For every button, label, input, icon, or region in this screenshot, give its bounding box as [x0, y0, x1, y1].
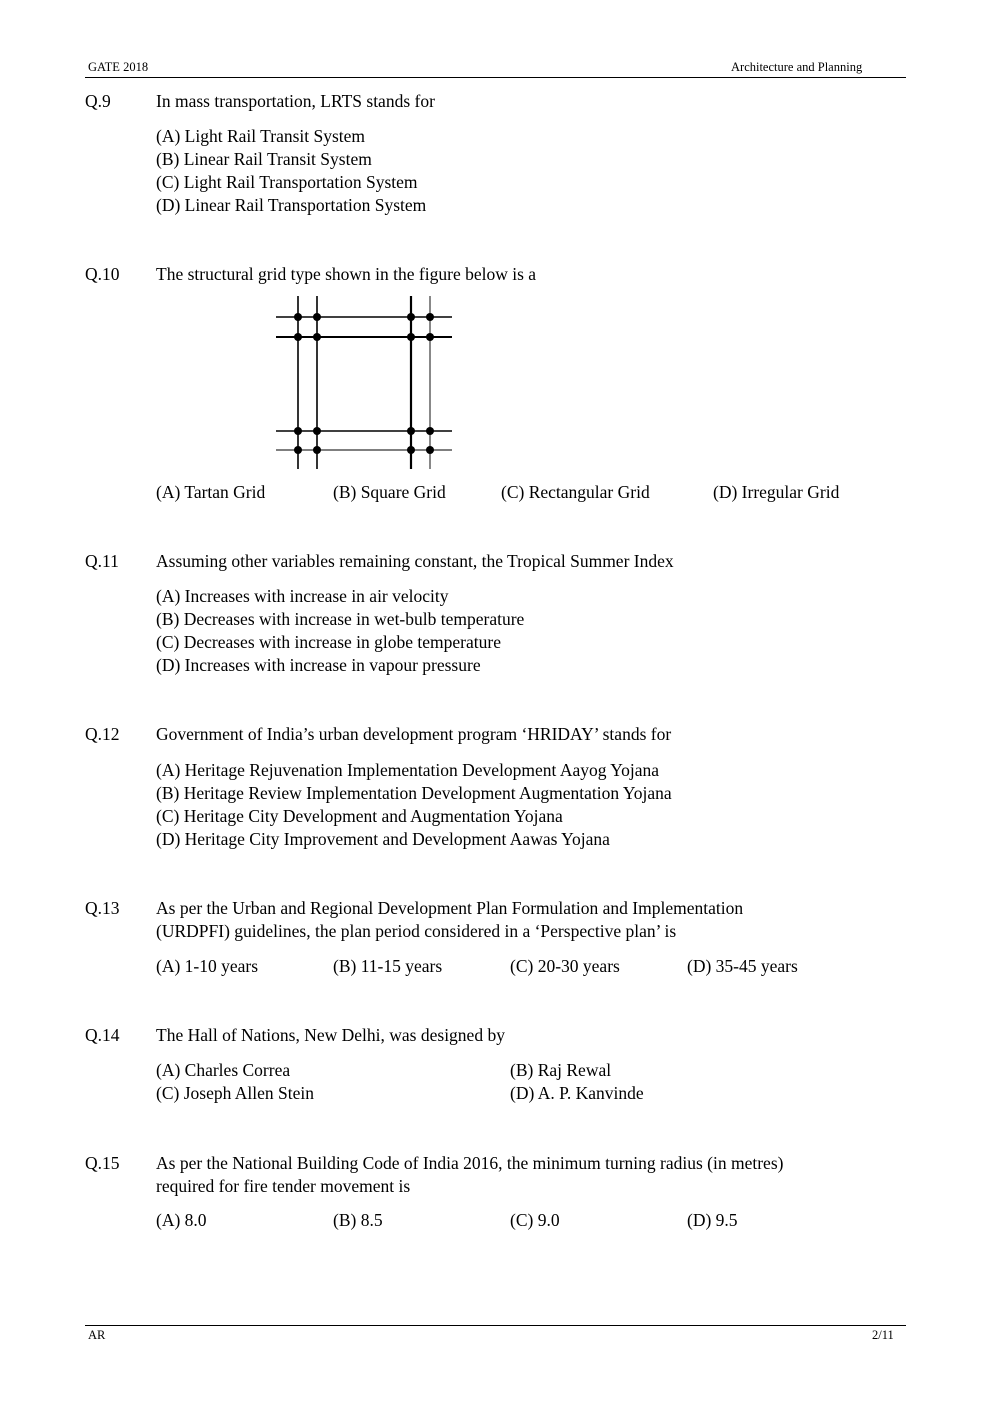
option-d: (D) Increases with increase in vapour pressure [156, 655, 481, 675]
footer-paper-code: AR [88, 1328, 106, 1342]
option-b: (B) Linear Rail Transit System [156, 149, 372, 169]
question-number: Q.13 [85, 898, 120, 918]
footer-page-number: 2/11 [872, 1328, 894, 1342]
structural-grid-figure [270, 290, 460, 475]
option-d: (D) 9.5 [687, 1210, 738, 1230]
option-c: (C) Decreases with increase in globe temperature [156, 632, 501, 652]
option-c: (C) 20-30 years [510, 956, 620, 976]
question-text: The structural grid type shown in the figure below is a [156, 264, 537, 284]
footer-divider [85, 1325, 906, 1326]
option-b: (B) 8.5 [333, 1210, 383, 1230]
header-subject: Architecture and Planning [731, 60, 863, 74]
option-a: (A) Light Rail Transit System [156, 126, 366, 146]
option-c: (C) Joseph Allen Stein [156, 1083, 314, 1103]
option-b: (B) 11-15 years [333, 956, 443, 976]
option-b: (B) Heritage Review Implementation Development Augmentation Yojana [156, 783, 672, 803]
option-a: (A) Increases with increase in air velocity [156, 586, 449, 606]
header-exam-title: GATE 2018 [88, 60, 149, 74]
question-number: Q.15 [85, 1153, 120, 1173]
question-number: Q.11 [85, 551, 119, 571]
option-d: (D) 35-45 years [687, 956, 798, 976]
option-a: (A) Tartan Grid [156, 482, 266, 502]
option-d: (D) Linear Rail Transportation System [156, 195, 427, 215]
option-a: (A) Charles Correa [156, 1060, 291, 1080]
option-c: (C) 9.0 [510, 1210, 560, 1230]
question-number: Q.12 [85, 724, 120, 744]
option-a: (A) 1-10 years [156, 956, 259, 976]
option-d: (D) Heritage City Improvement and Development Aawas Yojana [156, 829, 610, 849]
option-b: (B) Square Grid [333, 482, 446, 502]
option-a: (A) 8.0 [156, 1210, 207, 1230]
option-d: (D) Irregular Grid [713, 482, 840, 502]
question-text-line-1: As per the National Building Code of India 2016, the minimum turning radius (in metres) [156, 1153, 784, 1173]
question-text-line-2: required for fire tender movement is [156, 1176, 411, 1196]
question-text-line-1: As per the Urban and Regional Development Plan Formulation and Implementation [156, 898, 744, 918]
question-text: Government of India’s urban development program ‘HRIDAY’ stands for [156, 724, 672, 744]
question-text: Assuming other variables remaining constant, the Tropical Summer Index [156, 551, 674, 571]
question-text-line-2: (URDPFI) guidelines, the plan period considered in a ‘Perspective plan’ is [156, 921, 677, 941]
option-b: (B) Raj Rewal [510, 1060, 612, 1080]
question-number: Q.14 [85, 1025, 120, 1045]
option-c: (C) Light Rail Transportation System [156, 172, 418, 192]
option-a: (A) Heritage Rejuvenation Implementation Development Aayog Yojana [156, 760, 659, 780]
option-b: (B) Decreases with increase in wet-bulb temperature [156, 609, 525, 629]
header-divider [85, 77, 906, 78]
option-d: (D) A. P. Kanvinde [510, 1083, 644, 1103]
question-text: The Hall of Nations, New Delhi, was designed by [156, 1025, 505, 1045]
question-text: In mass transportation, LRTS stands for [156, 91, 435, 111]
option-c: (C) Heritage City Development and Augmentation Yojana [156, 806, 563, 826]
option-c: (C) Rectangular Grid [501, 482, 650, 502]
question-number: Q.9 [85, 91, 111, 111]
question-number: Q.10 [85, 264, 120, 284]
